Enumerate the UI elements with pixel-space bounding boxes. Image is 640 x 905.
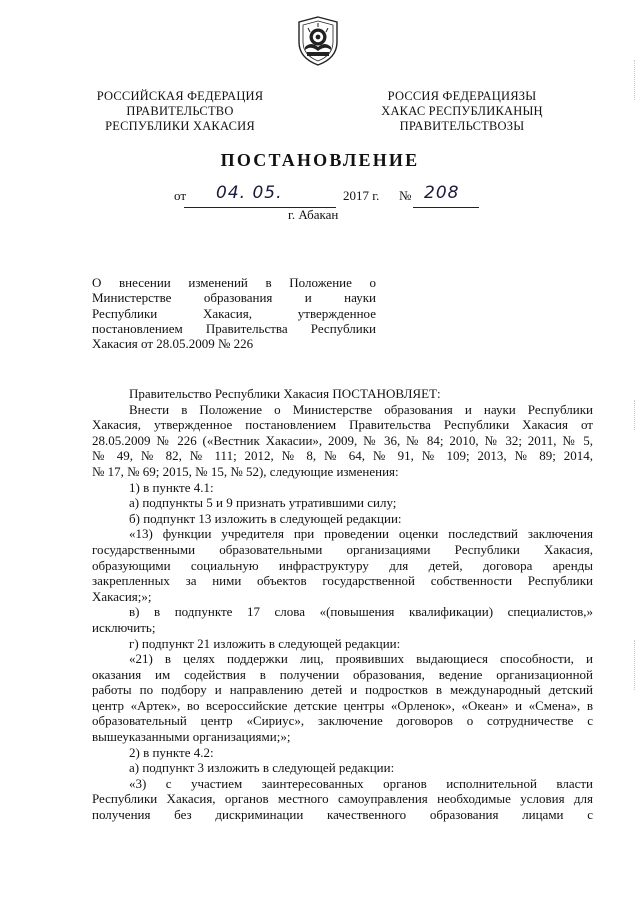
header-right-line: ХАКАС РЕСПУБЛИКАНЫҢ xyxy=(381,104,543,118)
body-line: государственными образовательными организациями Республики Хакасия, xyxy=(92,541,593,557)
scan-edge-mark xyxy=(634,400,636,430)
scan-edge-mark xyxy=(634,60,636,100)
decree-subject xyxy=(92,275,376,351)
header-left-line: ПРАВИТЕЛЬСТВО xyxy=(126,104,234,118)
body-line: центр «Артек», во всероссийские детские центры «Орленок», «Океан» и «Смена», в xyxy=(92,697,593,713)
header-right-line: РОССИЯ ФЕДЕРАЦИЯЗЫ xyxy=(387,89,537,103)
header-right-line: ПРАВИТЕЛЬСТВОЗЫ xyxy=(399,119,525,133)
body-line: оказания им содействия в получении образования, ведение организационной xyxy=(92,666,593,682)
number-sign: № xyxy=(399,188,412,203)
body-line: Республики Хакасия, органов местного самоуправления необходимые условия для xyxy=(92,791,593,807)
city: г. Абакан xyxy=(288,207,339,222)
handwritten-number: 208 xyxy=(424,183,460,203)
document-title: ПОСТАНОВЛЕНИЕ xyxy=(220,150,420,170)
body-line: «3) с участием заинтересованных органов исполнительной власти xyxy=(129,775,593,791)
body-line: 2) в пункте 4.2: xyxy=(129,744,214,760)
body-line: образующими социальную инфраструктуру для детей, договора аренды xyxy=(92,557,593,573)
body-line: исключить; xyxy=(92,619,156,635)
body-line: Правительство Республики Хакасия ПОСТАНОВЛЯЕТ: xyxy=(129,386,441,401)
decree-body xyxy=(92,386,593,823)
body-line: 28.05.2009 № 226 («Вестник Хакасии», 2009, № 36, № 84; 2010, № 32; 2011, № 5, xyxy=(92,432,593,448)
handwritten-date: 04. 05. xyxy=(216,183,283,203)
subject-line: Хакасия от 28.05.2009 № 226 xyxy=(92,336,254,352)
body-line: получения без дискриминации качественного образования лицами с xyxy=(92,807,593,823)
subject-line: О внесении изменений в Положение о xyxy=(92,275,376,290)
body-line: Хакасия;»; xyxy=(92,588,152,604)
date-prefix: от xyxy=(174,188,187,203)
coat-of-arms-icon xyxy=(293,14,343,68)
body-line: закрепленных за ними объектов государственной собственности Республики xyxy=(92,573,593,589)
subject-line: постановлением Правительства Республики xyxy=(92,320,376,336)
year-suffix: 2017 г. xyxy=(343,188,380,203)
body-line: Хакасия, утвержденное постановлением Правительства Республики Хакасия от xyxy=(92,417,593,433)
body-line: а) подпункты 5 и 9 признать утратившими силу; xyxy=(129,495,397,511)
body-line: работы по подбору и направлению детей и подростков в международный детский xyxy=(92,682,593,698)
header-right xyxy=(364,89,560,134)
body-line: вышеуказанными организациями;»; xyxy=(92,729,291,745)
body-line: «13) функции учредителя при проведении оценки последствий заключения xyxy=(129,526,593,542)
body-line: Внести в Положение о Министерстве образования и науки Республики xyxy=(129,401,593,417)
body-line: в) в подпункте 17 слова «(повышения квалификации) специалистов,» xyxy=(129,604,593,620)
body-line: образовательный центр «Сириус», заключение договоров о сотрудничестве с xyxy=(92,713,593,729)
header-left-line: РОССИЙСКАЯ ФЕДЕРАЦИЯ xyxy=(96,89,264,103)
header-left-line: РЕСПУБЛИКИ ХАКАСИЯ xyxy=(105,119,255,133)
body-line: б) подпункт 13 изложить в следующей редакции: xyxy=(129,510,402,526)
subject-line: Министерстве образования и науки xyxy=(92,290,376,306)
scan-edge-mark xyxy=(634,640,636,690)
body-line: г) подпункт 21 изложить в следующей редакции: xyxy=(129,635,401,651)
body-line: № 17, № 69; 2015, № 15, № 52), следующие изменения: xyxy=(92,463,399,479)
body-line: «21) в целях поддержки лиц, проявивших выдающиеся способности, и xyxy=(129,651,593,667)
body-line: 1) в пункте 4.1: xyxy=(129,479,214,495)
body-line: № 49, № 82, № 111; 2012, № 8, № 64, № 91, № 109; 2013, № 89; 2014, xyxy=(92,448,593,464)
body-line: а) подпункт 3 изложить в следующей редакции: xyxy=(129,760,395,776)
subject-line: Республики Хакасия, утвержденное xyxy=(92,305,376,321)
header-left xyxy=(82,89,278,134)
